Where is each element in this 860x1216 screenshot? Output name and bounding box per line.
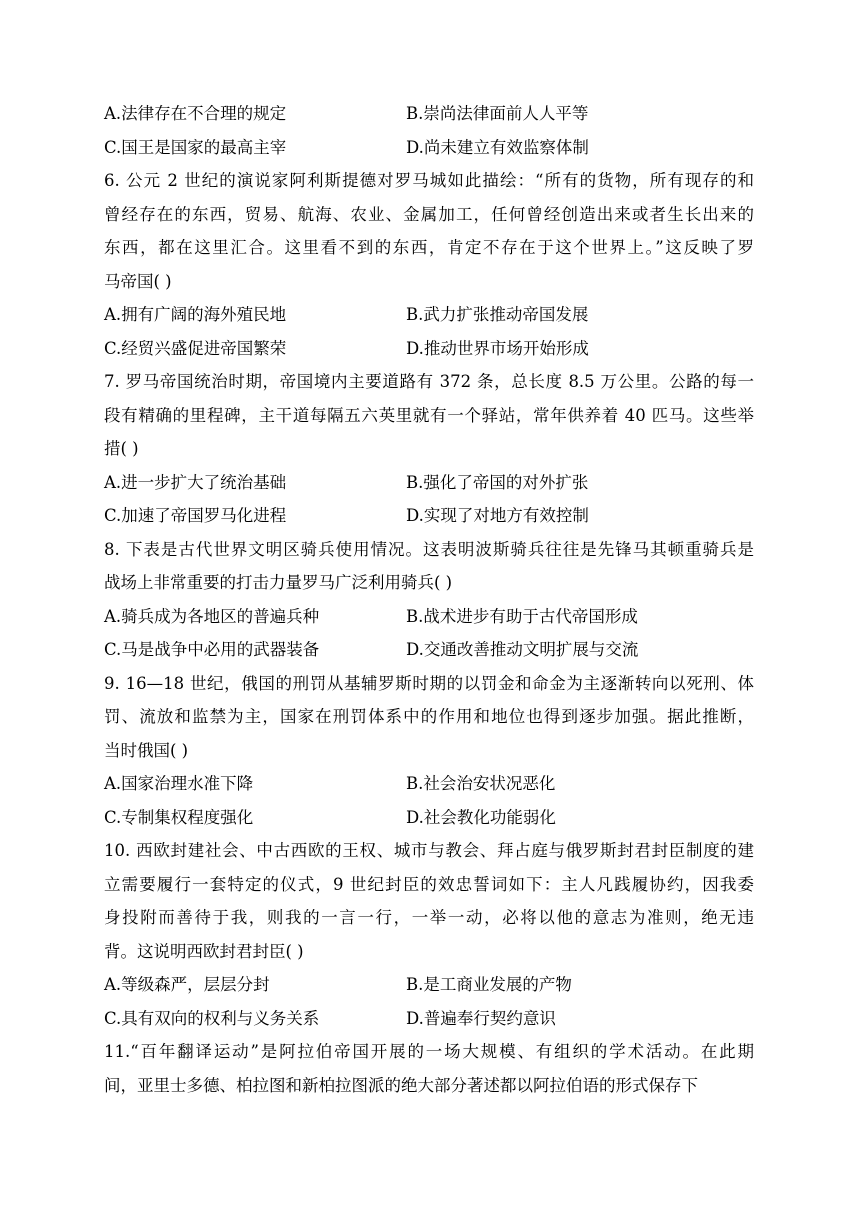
option-text: A.拥有广阔的海外殖民地: [104, 305, 287, 324]
option-text: B.崇尚法律面前人人平等: [406, 104, 589, 123]
stem-line: 曾经存在的东西，贸易、航海、农业、金属加工，任何曾经创造出来或者生长出来的: [104, 204, 754, 224]
question-stem: [104, 834, 754, 968]
question-stem: [104, 164, 754, 298]
stem-line: 马帝国( ): [104, 271, 172, 291]
stem-line: 措( ): [104, 439, 139, 458]
stem-line: 段有精确的里程碑，主干道每隔五六英里就有一个驿站，常年供养着 40 匹马。这些举: [104, 405, 754, 425]
question-stem: [104, 365, 754, 466]
stem-line: 立需要履行一套特定的仪式，9 世纪封臣的效忠誓词如下：主人凡践履协约，因我委: [104, 874, 754, 894]
option-text: B.社会治安状况恶化: [406, 774, 556, 793]
option-text: B.武力扩张推动帝国发展: [406, 305, 589, 324]
stem-line: 9. 16—18 世纪，俄国的刑罚从基辅罗斯时期的以罚金和命金为主逐渐转向以死刑、体: [104, 673, 754, 693]
option-text: B.是工商业发展的产物: [406, 975, 572, 994]
option-text: A.骑兵成为各地区的普遍兵种: [104, 606, 320, 626]
stem-line: 当时俄国( ): [104, 740, 189, 760]
stem-line: 东西，都在这里汇合。这里看不到的东西，肯定不存在于这个世界上。”这反映了罗: [104, 238, 754, 257]
stem-line: 6. 公元 2 世纪的演说家阿利斯提德对罗马城如此描绘：“所有的货物，所有现存的和: [104, 171, 754, 190]
option-row: [104, 968, 754, 1002]
option-row: [104, 1002, 754, 1036]
option-text: C.专制集权程度强化: [104, 807, 254, 827]
option-text: D.实现了对地方有效控制: [406, 506, 589, 525]
option-row: [104, 767, 754, 801]
option-text: A.国家治理水准下降: [104, 774, 254, 793]
exam-page: [104, 97, 754, 1102]
option-text: C.加速了帝国罗马化进程: [104, 506, 287, 525]
option-text: D.交通改善推动文明扩展与交流: [406, 640, 639, 659]
stem-line: 10. 西欧封建社会、中古西欧的王权、城市与教会、拜占庭与俄罗斯封君封臣制度的建: [104, 841, 754, 860]
option-row: [104, 633, 754, 667]
stem-line: 7. 罗马帝国统治时期，帝国境内主要道路有 372 条，总长度 8.5 万公里。公路的每一: [104, 372, 754, 391]
option-row: [104, 499, 754, 533]
option-text: C.经贸兴盛促进帝国繁荣: [104, 338, 287, 358]
stem-line: 身投附而善待于我，则我的一言一行，一举一动，必将以他的意志为准则，绝无违: [104, 908, 754, 927]
option-text: C.国王是国家的最高主宰: [104, 137, 287, 157]
stem-line: 战场上非常重要的打击力量罗马广泛利用骑兵( ): [104, 573, 453, 592]
option-row: [104, 801, 754, 835]
option-text: C.具有双向的权利与义务关系: [104, 1008, 320, 1028]
option-row: [104, 97, 754, 131]
question-stem: [104, 533, 754, 600]
question-stem: [104, 667, 754, 768]
stem-line: 8. 下表是古代世界文明区骑兵使用情况。这表明波斯骑兵往往是先锋马其顿重骑兵是: [104, 539, 754, 559]
option-text: D.尚未建立有效监察体制: [406, 137, 589, 157]
stem-line: 背。这说明西欧封君封臣( ): [104, 941, 304, 961]
option-text: A.等级森严，层层分封: [104, 975, 270, 994]
stem-line: 间，亚里士多德、柏拉图和新柏拉图派的绝大部分著述都以阿拉伯语的形式保存下: [104, 1075, 698, 1095]
option-text: B.强化了帝国的对外扩张: [406, 472, 589, 492]
option-text: D.社会教化功能弱化: [406, 807, 556, 827]
option-row: [104, 600, 754, 634]
option-text: A.进一步扩大了统治基础: [104, 472, 287, 492]
option-text: D.普遍奉行契约意识: [406, 1008, 556, 1028]
stem-line: 罚、流放和监禁为主，国家在刑罚体系中的作用和地位也得到逐步加强。据此推断，: [104, 707, 754, 726]
option-row: [104, 466, 754, 500]
option-row: [104, 332, 754, 366]
option-text: B.战术进步有助于古代帝国形成: [406, 606, 638, 626]
option-text: C.马是战争中必用的武器装备: [104, 640, 320, 659]
option-text: D.推动世界市场开始形成: [406, 338, 589, 358]
option-row: [104, 131, 754, 165]
question-stem: [104, 1035, 754, 1102]
stem-line: 11.“百年翻译运动”是阿拉伯帝国开展的一场大规模、有组织的学术活动。在此期: [104, 1042, 754, 1061]
option-text: A.法律存在不合理的规定: [104, 104, 287, 123]
option-row: [104, 298, 754, 332]
